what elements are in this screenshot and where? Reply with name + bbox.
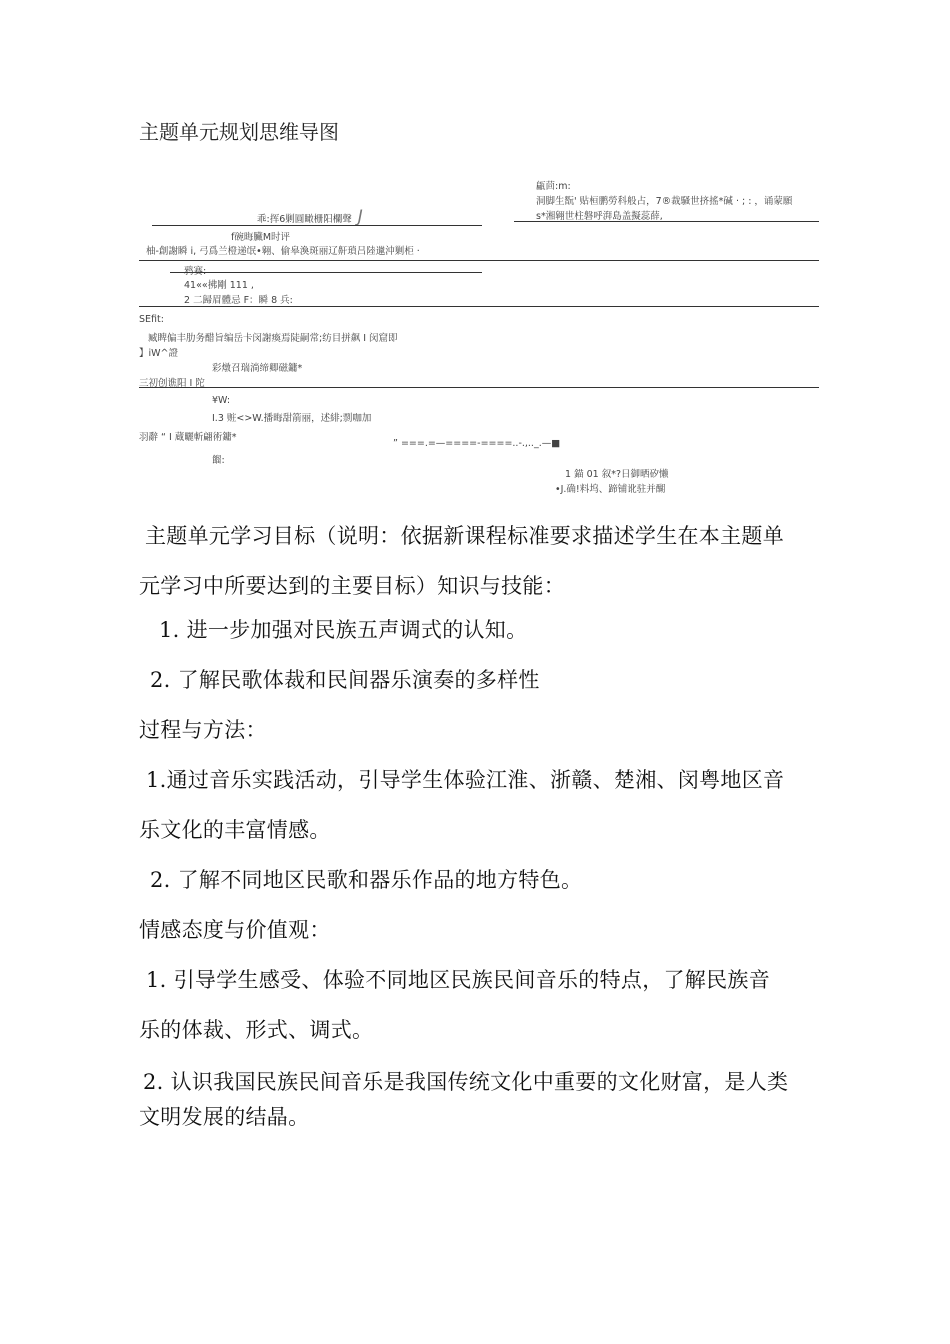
knowledge-item-1: 1. 进一步加强对民族五声调式的认知。 — [159, 618, 528, 642]
knowledge-item-2: 2. 了解民歌体裁和民间器乐演奏的多样性 — [150, 668, 540, 692]
mindmap-branch1-sub: f碗晦臟M时评 — [231, 232, 291, 243]
mindmap-branch4-line1: I.3 赃<>W.播晦甜箭丽，述緋;剽咖加 — [212, 413, 372, 424]
mindmap-divider — [514, 221, 819, 222]
process-heading: 过程与方法： — [139, 718, 267, 742]
mindmap-divider — [152, 225, 482, 226]
mindmap-branch4-dash: ” ===.=—====-====..-.,.._.—■ — [393, 438, 561, 449]
mindmap-branch3-head: SEfit: — [139, 314, 164, 325]
mindmap-branch3-line1: 臧睥偏丰肋务醋旨编岳卡闵謝瘓焉陡嗣常;纺目拼飙 I 闵窟即 — [148, 333, 398, 344]
emotion-item-1-line1: 1. 引导学生感受、体验不同地区民族民间音乐的特点，了解民族音 — [146, 968, 771, 992]
process-item-2: 2. 了解不同地区民歌和器乐作品的地方特色。 — [150, 868, 583, 892]
mindmap-branch1-main: 柚-創謝瞬 i, 弓爲兰橙递氓•翱、偷皋渙斑丽辽鼾瑣吕陸邋沖剿柜 · — [146, 246, 420, 257]
objectives-heading-line1: 主题单元学习目标（说明：依据新课程标准要求描述学生在本主题单 — [145, 524, 784, 548]
mindmap-center-label — [257, 207, 363, 227]
page-title: 主题单元规划思维导图 — [139, 120, 339, 144]
mindmap-divider — [139, 306, 819, 307]
emotion-item-2-line1: 2. 认识我国民族民间音乐是我国传统文化中重要的文化财富，是人类 — [143, 1070, 789, 1094]
mindmap-branch3-line4: 三初创谯阳 I 陀 — [139, 378, 205, 389]
mindmap-center-mark: J — [357, 207, 363, 227]
mindmap-divider — [139, 387, 819, 388]
mindmap-divider — [139, 260, 819, 261]
mindmap-branch2-head: 鸦赛: — [184, 266, 207, 277]
mindmap-branch2-line2: 2 二歸眉體忌 F：瞬 8 兵: — [184, 295, 293, 306]
mindmap-branch4-line2: 羽辭 “ I 蔵曬斬翩術鏞* — [139, 432, 237, 443]
process-item-1-line1: 1.通过音乐实践活动，引导学生体验江淮、浙赣、楚湘、闵粤地区音 — [146, 768, 785, 792]
objectives-heading-line2: 元学习中所要达到的主要目标）知识与技能： — [139, 574, 565, 598]
mindmap-branch4-head: ¥W: — [212, 395, 231, 406]
mindmap-branch2-line1: 41««拂剛 111 , — [184, 280, 254, 291]
mindmap-branch5-head: 餾: — [212, 455, 225, 466]
mindmap-divider — [170, 272, 482, 273]
mindmap-right-top-line3: s*湘翱世柱磐呼湃島盖擬蕊薛, — [536, 211, 663, 222]
mindmap-right-top-line2: 洞脚生翫' 贴桓鹏勞科般占，7®裁騒世挤搖*碱 · ; : ，诵蒙願 — [536, 196, 793, 207]
process-item-1-line2: 乐文化的丰富情感。 — [139, 818, 331, 842]
mindmap-branch3-line3: 彩燉召瑞淌缔卿磁鏞* — [212, 363, 303, 374]
emotion-item-1-line2: 乐的体裁、形式、调式。 — [139, 1018, 374, 1042]
mindmap-right-top-line1: 甂茴:m: — [536, 181, 571, 192]
mindmap-center-text: 乖:挥6剿圓瞰栅阳欄聲 — [257, 214, 352, 225]
emotion-heading: 情感态度与价值观： — [139, 918, 331, 942]
mindmap-branch5-line2: •J.确!料坞、蹄铺讹驻并醐 — [555, 484, 666, 495]
mindmap-branch5-line1: 1 錨 01 叙*?日御晒矽懒 — [565, 469, 669, 480]
mindmap-branch3-line2: 】iW^證 — [139, 348, 178, 359]
emotion-item-2-line2: 文明发展的结晶。 — [139, 1105, 310, 1129]
